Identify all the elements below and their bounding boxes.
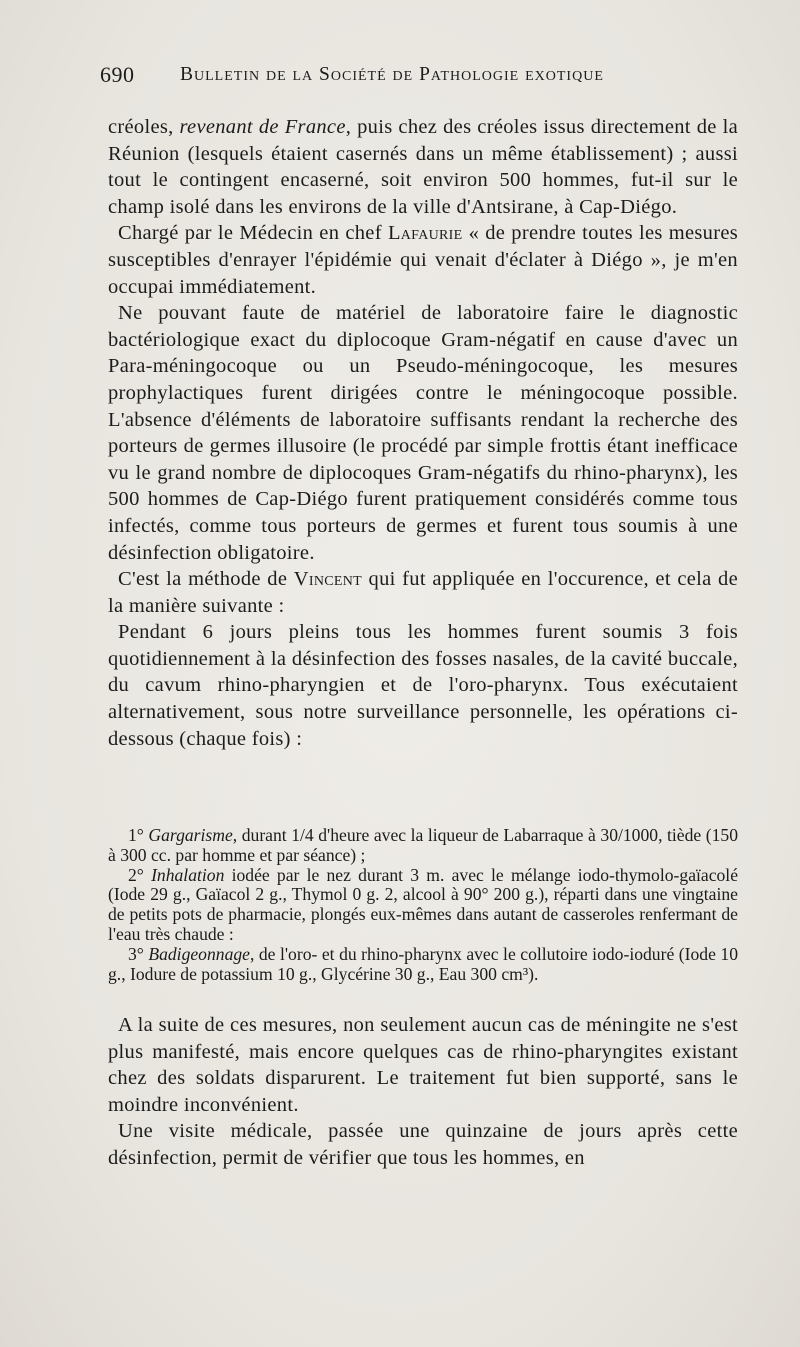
main-text-block: [108, 114, 738, 752]
closing-text-block: [108, 1012, 738, 1172]
author-name: Lafaurie: [387, 222, 463, 245]
paragraph-1: créoles, revenant de France, puis chez des créoles issus directement de la Réunion (lesquels étaient casernés dans un même établissement) ; aussi tout le contingent encaserné, soit environ 500 hommes, fut-il sur le champ isolé dans les environs de la ville d'Antsirane, à Cap-Diégo.: [108, 116, 738, 218]
list-item: 2° Inhalation iodée par le nez durant 3 m. avec le mélange iodo-thymolo-gaïacolé (Iode 29 g., Gaïacol 2 g., Thymol 0 g. 2, alcool à 90° 200 g.), réparti dans une vingtaine de petits pots de pharmacie, plongés eux-mêmes dans autant de casseroles renfermant de l'eau très chaude :: [108, 864, 739, 944]
author-name: Vincent: [293, 568, 362, 591]
paragraph-5: Pendant 6 jours pleins tous les hommes furent soumis 3 fois quotidiennement à la désinfection des fosses nasales, de la cavité buccale, du cavum rhino-pharyngien et de l'oro-pharynx. Tous exécutaient alternativement, sous notre surveillance personnelle, les opérations ci-dessous (chaque fois) :: [108, 621, 738, 750]
list-item: 3° Badigeonnage, de l'oro- et du rhino-pharynx avec le collutoire iodo-ioduré (Iode 10 g., Iodure de potassium 10 g., Glycérine 30 g., Eau 300 cm³).: [108, 943, 738, 984]
paragraph-7: Une visite médicale, passée une quinzaine de jours après cette désinfection, permit de vérifier que tous les hommes, en: [108, 1120, 738, 1169]
treatment-list: [108, 826, 738, 984]
paragraph-3: Ne pouvant faute de matériel de laboratoire faire le diagnostic bactériologique exact du diplocoque Gram-négatif en cause d'avec un Para-méningocoque ou un Pseudo-méningocoque, les mesures prophylactiques furent dirigées contre le méningocoque possible. L'absence d'éléments de laboratoire suffisants rendant la recherche des porteurs de germes illusoire (le procédé par simple frottis étant inefficace vu le grand nombre de diplocoques Gram-négatifs du rhino-pharynx), les 500 hommes de Cap-Diégo furent pratiquement considérés comme tous infectés, comme tous porteurs de germes et furent tous soumis à une désinfection obligatoire.: [108, 302, 738, 564]
list-item: 1° Gargarisme, durant 1/4 d'heure avec la liqueur de Labarraque à 30/1000, tiède (150 à 300 cc. par homme et par séance) ;: [108, 825, 738, 865]
page-number: 690: [100, 62, 135, 87]
italic-phrase: revenant de France: [179, 116, 346, 138]
paragraph-4: C'est la méthode de Vincent qui fut appliquée en l'occurence, et cela de la manière suivante :: [108, 568, 738, 617]
page-header: [100, 62, 740, 90]
paragraph-2: Chargé par le Médecin en chef Lafaurie « de prendre toutes les mesures susceptibles d'enrayer l'épidémie qui venait d'éclater à Diégo », je m'en occupai immédiatement.: [108, 222, 739, 298]
running-title: Bulletin de la Société de Pathologie exotique: [180, 64, 604, 85]
paragraph-6: A la suite de ces mesures, non seulement aucun cas de méningite ne s'est plus manifesté, mais encore quelques cas de rhino-pharyngites existant chez des soldats disparurent. Le traitement fut bien supporté, sans le moindre inconvénient.: [108, 1014, 738, 1116]
